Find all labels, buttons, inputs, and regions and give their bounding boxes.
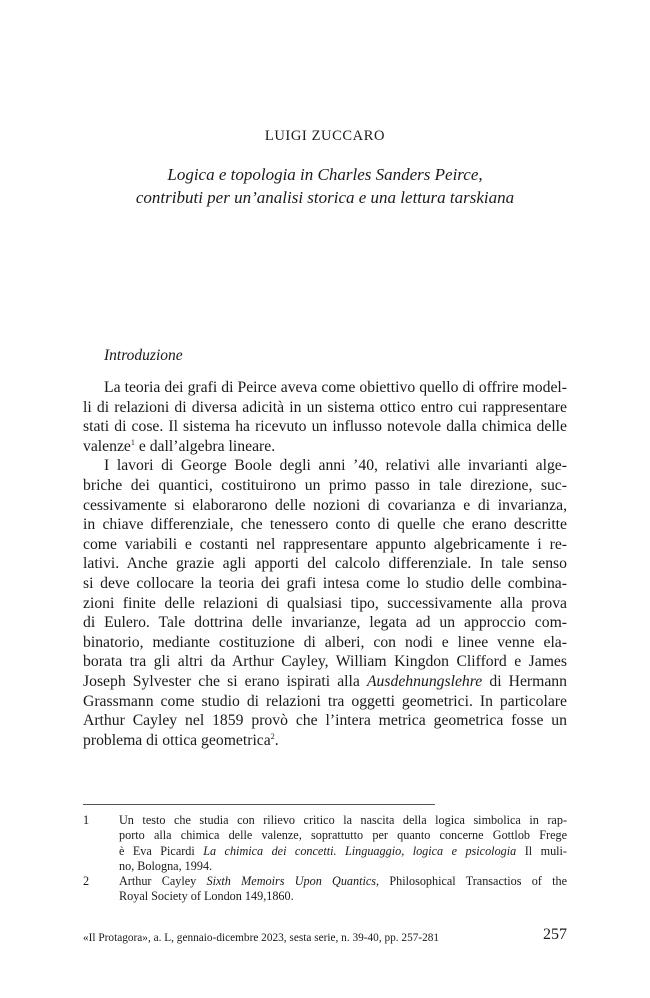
footnote-ref: 2 — [270, 731, 275, 741]
footnote — [83, 813, 567, 874]
footnote-line: no, Bologna, 1994. — [119, 858, 213, 873]
text-line: borata tra gli altri da Arthur Cayley, William Kingdon Clifford e James — [83, 653, 567, 671]
italic-title: La chimica dei concetti. Linguaggio, logica e psicologia — [203, 843, 517, 858]
footnote-text — [119, 874, 567, 905]
footnotes — [83, 813, 567, 905]
text-line: li di relazioni di diversa adicità in un sistema ottico entro cui rappresentare — [83, 398, 567, 416]
footnote-line — [119, 844, 567, 859]
footnote-line: porto alla chimica delle valenze, soprattutto per quanto concerne Gottlob Frege — [119, 828, 567, 843]
text-run: Joseph Sylvester che si erano ispirati alla — [83, 672, 367, 690]
text-line: briche dei quantici, costituirono un primo passo in tale direzione, suc- — [83, 476, 567, 494]
author-name: LUIGI ZUCCARO — [264, 128, 386, 144]
footnote — [83, 874, 567, 905]
text-run: è Eva Picardi — [119, 843, 204, 858]
text-run: Philosophical Transactios of the — [379, 874, 568, 889]
text-line: come variabili e costanti nel rappresentare appunto algebricamente i re- — [83, 535, 567, 553]
text-line: Grassmann come studio di relazioni tra oggetti geometrici. In particolare — [83, 692, 567, 710]
footnote-line: Royal Society of London 149,1860. — [119, 889, 294, 904]
text-line: Arthur Cayley nel 1859 provò che l’intera metrica geometrica fosse un — [83, 712, 567, 730]
text-line: I lavori di George Boole degli anni ’40, relativi alle invarianti alge- — [104, 457, 567, 475]
italic-title: Sixth Memoirs Upon Quantics, — [206, 874, 380, 889]
text-line: lativi. Anche grazie agli apporti del calcolo differenziale. In tale senso — [83, 555, 567, 573]
text-line: stati di cose. Il sistema ha ricevuto un influsso notevole dalla chimica delle — [83, 418, 567, 436]
text-run: . — [274, 731, 279, 749]
text-run: di Hermann — [482, 672, 567, 690]
text-line — [83, 731, 567, 751]
title-line: Logica e topologia in Charles Sanders Peirce, — [167, 165, 483, 184]
text-line — [83, 437, 567, 457]
text-line: si deve collocare la teoria dei grafi intesa come lo studio delle combina- — [83, 574, 567, 592]
footnote-ref: 1 — [130, 437, 135, 447]
footnote-separator — [83, 804, 435, 805]
text-run: Il muli- — [516, 843, 567, 858]
page-number: 257 — [543, 926, 567, 943]
text-line: di Eulero. Tale dottrina delle invarianze, legata ad un approccio com- — [83, 614, 567, 632]
journal-citation: «Il Protagora», a. L, gennaio-dicembre 2023, sesta serie, n. 39-40, pp. 257-281 — [83, 932, 440, 944]
text-run: e dall’algebra lineare. — [134, 437, 276, 455]
paragraph — [83, 378, 567, 456]
footnote-line: Un testo che studia con rilievo critico la nascita della logica simbolica in rap- — [119, 813, 567, 827]
text-line: La teoria dei grafi di Peirce aveva come obiettivo quello di offrire model- — [104, 379, 567, 396]
body-text — [83, 378, 567, 750]
text-line: in chiave differenziale, che tenessero conto di quelle che erano descritte — [83, 516, 567, 534]
text-run: problema di ottica geometrica — [83, 731, 271, 749]
footnote-text — [119, 813, 567, 874]
italic-title: Ausdehnungslehre — [366, 672, 483, 690]
title-line: contributi per un’analisi storica e una lettura tarskiana — [135, 188, 515, 207]
section-heading: Introduzione — [104, 347, 183, 364]
footnote-line — [119, 874, 567, 889]
article-title — [0, 163, 650, 209]
footnote-number: 2 — [83, 874, 90, 889]
text-line: binatorio, mediante costituzione di alberi, con nodi e linee venne ela- — [83, 633, 567, 651]
text-run: valenze — [83, 437, 131, 455]
text-line: cessivamente si elaborarono delle nozioni di covarianza e di invarianza, — [83, 496, 567, 514]
text-line — [83, 672, 567, 692]
text-run: Arthur Cayley — [119, 874, 207, 889]
paragraph — [83, 456, 567, 750]
footnote-number: 1 — [83, 813, 90, 827]
text-line: zioni finite delle relazioni di qualsiasi tipo, successivamente alla prova — [83, 594, 567, 612]
